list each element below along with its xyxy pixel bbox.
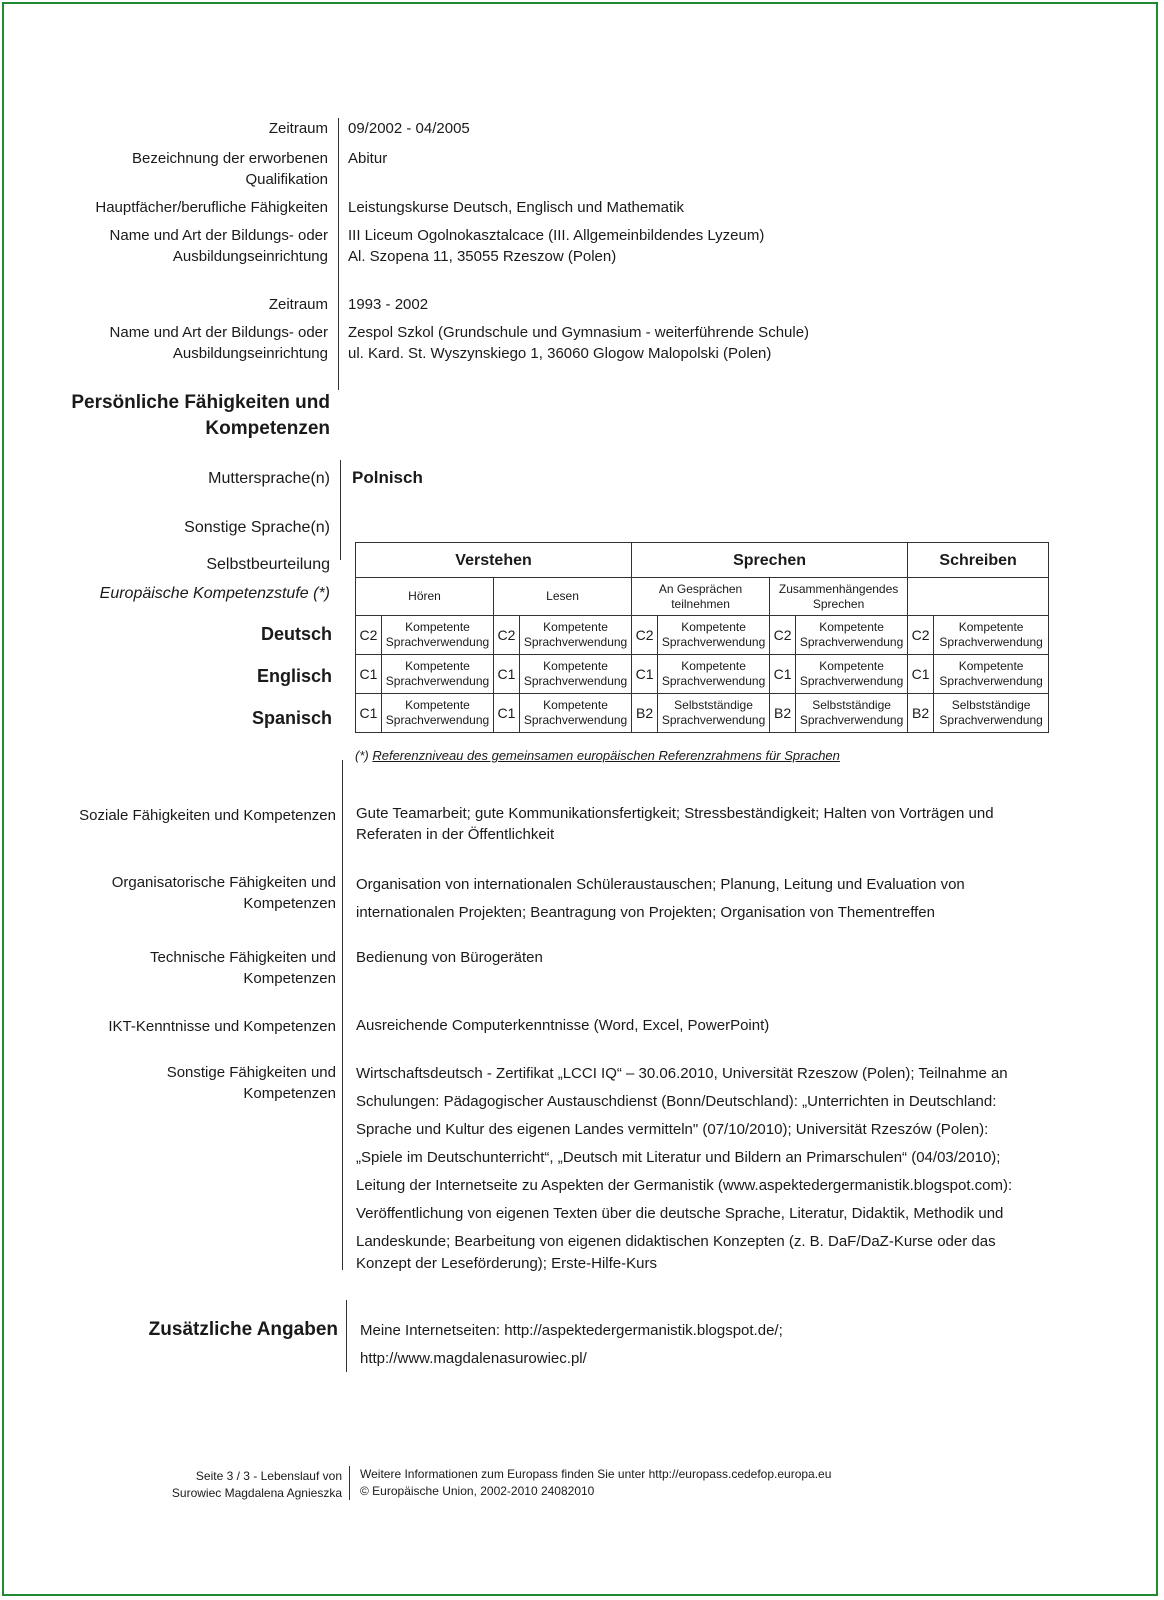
level-description: Selbstständige Sprachverwendung <box>658 694 770 733</box>
subheader: Hören <box>356 578 494 616</box>
level-cell: C1 <box>494 694 520 733</box>
level-cell: C2 <box>770 616 796 655</box>
social-skills-label: Soziale Fähigkeiten und Kompetenzen <box>79 807 336 824</box>
self-assessment-label: Selbstbeurteilung <box>206 556 330 573</box>
subheader-empty <box>908 578 1049 616</box>
additional-info-value: Meine Internetseiten: http://aspektedergermanistik.blogspot.de/; http://www.magdalenasurowiec.pl/ <box>360 1322 783 1367</box>
period-value: 1993 - 2002 <box>348 296 429 313</box>
technical-skills-label: Technische Fähigkeiten und Kompetenzen <box>150 949 336 987</box>
group-header: Schreiben <box>908 543 1049 578</box>
competence-level-label: Europäische Kompetenzstufe (*) <box>99 585 330 602</box>
level-cell: B2 <box>770 694 796 733</box>
level-description: Kompetente Sprachverwendung <box>382 694 494 733</box>
level-description: Kompetente Sprachverwendung <box>658 616 770 655</box>
other-languages-label: Sonstige Sprache(n) <box>184 519 330 536</box>
language-name-deutsch: Deutsch <box>260 624 332 644</box>
language-name-spanisch: Spanisch <box>251 708 332 728</box>
footer-europass-info: Weitere Informationen zum Europass finden Sie unter http://europass.cedefop.europa.eu © Europäische Union, 2002-2010 24082010 <box>360 1467 832 1498</box>
level-cell: C1 <box>770 655 796 694</box>
level-cell: C2 <box>908 616 934 655</box>
level-cell: B2 <box>908 694 934 733</box>
subheader: An Gesprächen teilnehmen <box>632 578 770 616</box>
subjects-label: Hauptfächer/berufliche Fähigkeiten <box>95 199 328 216</box>
subheader: Lesen <box>494 578 632 616</box>
language-name-englisch: Englisch <box>256 666 332 686</box>
organisational-skills-label: Organisatorische Fähigkeiten und Kompetenzen <box>111 874 336 912</box>
footer-page-info: Seite 3 / 3 - Lebenslauf von Surowiec Magdalena Agnieszka <box>171 1469 342 1500</box>
level-description: Kompetente Sprachverwendung <box>382 655 494 694</box>
level-cell: C1 <box>632 655 658 694</box>
ict-skills-label: IKT-Kenntnisse und Kompetenzen <box>108 1018 336 1035</box>
institution-value: III Liceum Ogolnokasztalcace (III. Allgemeinbildendes Lyzeum) Al. Szopena 11, 35055 Rzeszow (Polen) <box>348 227 765 265</box>
group-header: Sprechen <box>632 543 908 578</box>
level-cell: C1 <box>494 655 520 694</box>
level-description: Kompetente Sprachverwendung <box>658 655 770 694</box>
level-description: Kompetente Sprachverwendung <box>520 655 632 694</box>
level-description: Kompetente Sprachverwendung <box>520 694 632 733</box>
table-group-row <box>356 543 1049 578</box>
other-skills-label: Sonstige Fähigkeiten und Kompetenzen <box>166 1064 336 1102</box>
level-cell: C2 <box>356 616 382 655</box>
level-description: Kompetente Sprachverwendung <box>382 616 494 655</box>
table-row <box>356 655 1049 694</box>
technical-skills-value: Bedienung von Bürogeräten <box>356 949 543 966</box>
level-cell: C1 <box>356 694 382 733</box>
level-description: Selbstständige Sprachverwendung <box>796 694 908 733</box>
institution-value: Zespol Szkol (Grundschule und Gymnasium - weiterführende Schule) ul. Kard. St. Wyszynskiego 1, 36060 Glogow Malopolski (Polen) <box>348 324 810 362</box>
footnote-mark: (*) <box>355 748 369 763</box>
level-cell: C2 <box>494 616 520 655</box>
footer-divider <box>349 1466 350 1500</box>
table-row <box>356 616 1049 655</box>
period-label: Zeitraum <box>268 120 328 137</box>
footnote-text: Referenzniveau des gemeinsamen europäischen Referenzrahmens für Sprachen <box>372 748 840 763</box>
column-divider-skills <box>340 460 341 560</box>
period-label: Zeitraum <box>268 296 328 313</box>
institution-label: Name und Art der Bildungs- oder Ausbildungseinrichtung <box>109 227 328 265</box>
qualification-value: Abitur <box>348 150 388 167</box>
group-header: Verstehen <box>356 543 632 578</box>
table-subheader-row <box>356 578 1049 616</box>
table-footnote <box>355 748 840 763</box>
period-value: 09/2002 - 04/2005 <box>348 120 470 137</box>
level-cell: B2 <box>632 694 658 733</box>
section-heading-skills: Persönliche Fähigkeiten und Kompetenzen <box>71 392 330 439</box>
qualification-label: Bezeichnung der erworbenen Qualifikation <box>132 150 328 188</box>
ict-skills-value: Ausreichende Computerkenntnisse (Word, Excel, PowerPoint) <box>356 1017 770 1034</box>
column-divider-additional <box>346 1300 347 1372</box>
level-cell: C1 <box>356 655 382 694</box>
level-description: Kompetente Sprachverwendung <box>796 616 908 655</box>
mother-tongue-label: Muttersprache(n) <box>208 470 330 487</box>
level-description: Kompetente Sprachverwendung <box>934 616 1049 655</box>
social-skills-value: Gute Teamarbeit; gute Kommunikationsfertigkeit; Stressbeständigkeit; Halten von Vorträgen und Referaten in der Öffentlichkeit <box>356 805 994 843</box>
organisational-skills-value: Organisation von internationalen Schüleraustauschen; Planung, Leitung und Evaluation von internationalen Projekten; Beantragung von Projekten; Organisation von Thementreffen <box>356 876 965 921</box>
subheader: Zusammenhängendes Sprechen <box>770 578 908 616</box>
section-heading-additional: Zusätzliche Angaben <box>148 1319 338 1340</box>
institution-label: Name und Art der Bildungs- oder Ausbildungseinrichtung <box>109 324 328 362</box>
other-skills-value: Wirtschaftsdeutsch - Zertifikat „LCCI IQ“ – 30.06.2010, Universität Rzeszow (Polen); Teilnahme an Schulungen: Pädagogischer Austauschdienst (Bonn/Deutschland): „Unterrichten in Deutschland: Sprache und Kultur des eigenen Landes vermitteln" (07/10/2010); Universität Rzeszów (Polen): „Spiele im Deutschunterricht“, „Deutsch mit Literatur und Bildern an Primarschulen“ (04/03/2010); Leitung der Internetseite zu Aspekten der Germanistik (www.aspektedergermanistik.blogspot.com): Veröffentlichung von eigenen Texten über die deutsche Sprache, Literatur, Didaktik, Methodik und Landeskunde; Bearbeitung von eigenen didaktischen Konzepten (z. B. DaF/DaZ-Kurse oder das Konzept der Leseförderung); Erste-Hilfe-Kurs <box>356 1065 1013 1272</box>
table-row <box>356 694 1049 733</box>
level-description: Selbstständige Sprachverwendung <box>934 694 1049 733</box>
column-divider-top <box>338 118 339 390</box>
level-description: Kompetente Sprachverwendung <box>520 616 632 655</box>
level-description: Kompetente Sprachverwendung <box>796 655 908 694</box>
mother-tongue-value: Polnisch <box>352 468 423 487</box>
level-cell: C1 <box>908 655 934 694</box>
language-skills-table <box>355 542 1049 733</box>
column-divider-competences <box>342 760 343 1270</box>
level-description: Kompetente Sprachverwendung <box>934 655 1049 694</box>
subjects-value: Leistungskurse Deutsch, Englisch und Mathematik <box>348 199 685 216</box>
level-cell: C2 <box>632 616 658 655</box>
